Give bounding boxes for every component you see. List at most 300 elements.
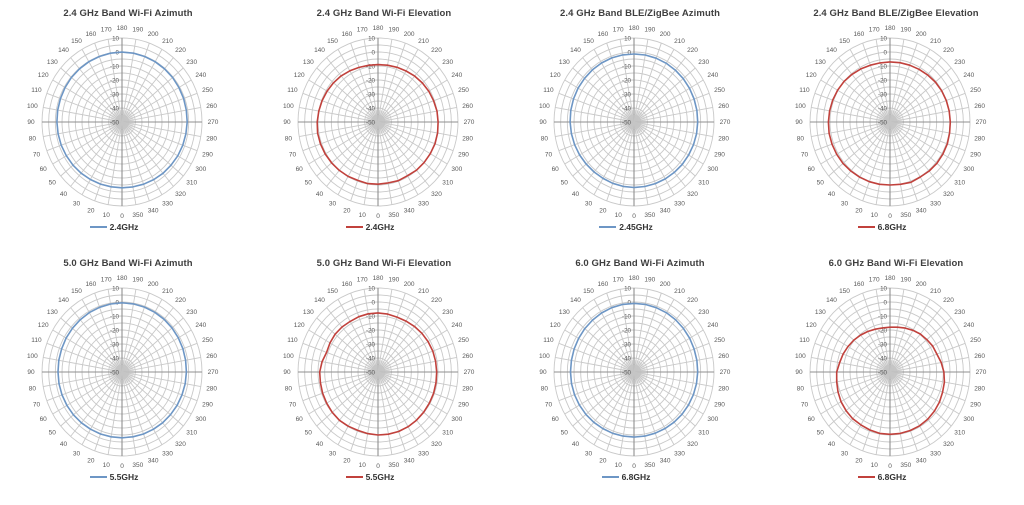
svg-text:200: 200	[659, 30, 671, 38]
svg-text:-40: -40	[110, 105, 119, 113]
chart-cell-50ghz-wifi-elevation	[256, 250, 512, 505]
svg-text:-30: -30	[366, 341, 375, 349]
svg-text:0: 0	[627, 299, 631, 307]
legend-label: 2.4GHz	[365, 222, 395, 232]
svg-text:210: 210	[162, 287, 173, 295]
svg-text:-10: -10	[110, 313, 119, 321]
legend-label: 5.5GHz	[109, 472, 139, 482]
svg-text:100: 100	[794, 102, 806, 110]
polar-plot	[768, 22, 1024, 228]
svg-text:-30: -30	[622, 341, 631, 349]
polar-plot	[512, 272, 768, 478]
svg-text:220: 220	[687, 47, 698, 55]
svg-text:-10: -10	[878, 63, 887, 71]
svg-text:320: 320	[687, 191, 698, 199]
svg-text:340: 340	[659, 457, 671, 465]
svg-text:270: 270	[975, 369, 987, 377]
svg-text:-30: -30	[110, 341, 119, 349]
svg-text:-30: -30	[366, 91, 375, 99]
svg-text:20: 20	[87, 207, 95, 215]
svg-text:130: 130	[814, 58, 826, 66]
svg-text:140: 140	[58, 297, 69, 305]
svg-text:40: 40	[59, 441, 68, 449]
polar-plot	[256, 22, 512, 228]
legend-line-icon	[858, 476, 875, 478]
svg-text:150: 150	[71, 37, 82, 45]
svg-text:10: 10	[368, 285, 375, 293]
svg-text:350: 350	[388, 461, 400, 469]
legend-label: 6.8GHz	[877, 472, 907, 482]
legend-label: 2.45GHz	[619, 222, 653, 232]
svg-text:270: 270	[719, 369, 731, 377]
svg-text:220: 220	[175, 297, 186, 305]
svg-text:110: 110	[287, 87, 298, 95]
polar-plot	[256, 272, 512, 478]
svg-text:340: 340	[147, 207, 159, 215]
svg-text:180: 180	[628, 25, 640, 33]
svg-text:90: 90	[795, 369, 803, 377]
svg-text:280: 280	[462, 135, 474, 143]
svg-text:320: 320	[431, 191, 442, 199]
svg-text:10: 10	[624, 285, 631, 293]
chart-cell-50ghz-wifi-azimuth	[0, 250, 256, 505]
svg-text:70: 70	[800, 151, 809, 159]
svg-text:40: 40	[827, 441, 836, 449]
svg-text:290: 290	[458, 151, 469, 159]
svg-text:170: 170	[100, 26, 112, 34]
svg-text:200: 200	[147, 30, 159, 38]
svg-text:190: 190	[388, 276, 400, 284]
svg-text:140: 140	[58, 47, 69, 55]
legend-line-icon	[599, 226, 616, 228]
svg-text:280: 280	[974, 135, 986, 143]
svg-text:210: 210	[162, 37, 173, 45]
svg-text:-50: -50	[366, 119, 375, 127]
svg-text:280: 280	[206, 135, 218, 143]
svg-text:210: 210	[674, 287, 685, 295]
svg-text:350: 350	[644, 461, 656, 469]
chart-title: 2.4 GHz Band Wi-Fi Azimuth	[63, 8, 193, 19]
svg-text:10: 10	[102, 461, 110, 469]
svg-text:240: 240	[963, 72, 975, 80]
svg-text:0: 0	[883, 299, 887, 307]
svg-text:340: 340	[403, 457, 415, 465]
svg-text:190: 190	[900, 26, 912, 34]
svg-text:20: 20	[855, 207, 863, 215]
legend-label: 6.8GHz	[621, 472, 651, 482]
svg-text:30: 30	[328, 450, 337, 458]
svg-text:0: 0	[888, 463, 892, 471]
svg-text:-50: -50	[366, 369, 375, 377]
svg-text:230: 230	[186, 308, 198, 316]
svg-text:20: 20	[599, 207, 607, 215]
svg-text:80: 80	[28, 385, 36, 393]
svg-text:110: 110	[543, 87, 554, 95]
chart-title: 2.4 GHz Band BLE/ZigBee Azimuth	[559, 8, 721, 19]
svg-text:-20: -20	[110, 327, 119, 335]
svg-text:0: 0	[120, 213, 124, 221]
svg-text:320: 320	[175, 441, 186, 449]
svg-text:210: 210	[418, 37, 429, 45]
svg-text:60: 60	[551, 166, 559, 174]
svg-text:160: 160	[341, 30, 353, 38]
svg-text:160: 160	[85, 280, 97, 288]
svg-text:110: 110	[287, 337, 298, 345]
svg-text:220: 220	[943, 47, 954, 55]
svg-text:140: 140	[314, 47, 325, 55]
svg-text:160: 160	[341, 280, 353, 288]
svg-text:290: 290	[714, 401, 725, 409]
svg-text:240: 240	[963, 322, 975, 330]
svg-text:330: 330	[162, 200, 173, 208]
svg-text:10: 10	[112, 285, 119, 293]
svg-text:130: 130	[558, 58, 570, 66]
svg-text:290: 290	[202, 401, 213, 409]
chart-cell-24ghz-wifi-elevation	[256, 0, 512, 250]
legend	[498, 472, 754, 482]
svg-text:200: 200	[915, 280, 927, 288]
svg-text:10: 10	[358, 461, 366, 469]
svg-text:350: 350	[644, 211, 656, 219]
svg-text:310: 310	[698, 429, 710, 437]
svg-text:-20: -20	[366, 327, 375, 335]
svg-text:80: 80	[796, 135, 804, 143]
svg-text:140: 140	[570, 47, 581, 55]
svg-text:60: 60	[39, 416, 47, 424]
svg-text:190: 190	[388, 26, 400, 34]
legend	[242, 222, 498, 232]
svg-text:90: 90	[539, 369, 547, 377]
svg-text:180: 180	[372, 275, 384, 283]
svg-text:-50: -50	[110, 369, 119, 377]
svg-text:110: 110	[31, 87, 42, 95]
svg-text:160: 160	[597, 30, 609, 38]
svg-text:120: 120	[549, 322, 561, 330]
svg-text:50: 50	[816, 179, 824, 187]
svg-text:-50: -50	[110, 119, 119, 127]
legend-line-icon	[90, 226, 107, 228]
legend	[242, 472, 498, 482]
svg-text:-20: -20	[622, 77, 631, 85]
svg-text:100: 100	[538, 352, 550, 360]
chart-title: 5.0 GHz Band Wi-Fi Azimuth	[63, 258, 193, 269]
svg-text:0: 0	[115, 49, 119, 57]
svg-text:330: 330	[674, 200, 685, 208]
svg-text:-40: -40	[622, 355, 631, 363]
svg-text:230: 230	[698, 308, 710, 316]
svg-text:40: 40	[59, 191, 68, 199]
svg-text:30: 30	[840, 200, 849, 208]
svg-text:120: 120	[293, 322, 305, 330]
svg-text:220: 220	[175, 47, 186, 55]
svg-text:290: 290	[970, 151, 981, 159]
svg-text:30: 30	[584, 450, 593, 458]
svg-text:0: 0	[627, 49, 631, 57]
svg-text:170: 170	[868, 276, 880, 284]
svg-text:30: 30	[840, 450, 849, 458]
svg-text:260: 260	[974, 102, 986, 110]
svg-text:160: 160	[85, 30, 97, 38]
legend-label: 2.4GHz	[109, 222, 139, 232]
svg-text:40: 40	[571, 191, 580, 199]
svg-text:-40: -40	[878, 355, 887, 363]
svg-text:290: 290	[458, 401, 469, 409]
svg-text:70: 70	[32, 151, 41, 159]
svg-text:190: 190	[900, 276, 912, 284]
polar-plot	[512, 22, 768, 228]
svg-text:180: 180	[116, 275, 128, 283]
legend-line-icon	[346, 226, 363, 228]
svg-text:-10: -10	[366, 313, 375, 321]
svg-text:50: 50	[560, 429, 568, 437]
svg-text:0: 0	[120, 463, 124, 471]
svg-text:350: 350	[132, 461, 144, 469]
svg-text:50: 50	[48, 179, 56, 187]
chart-title: 6.0 GHz Band Wi-Fi Azimuth	[575, 258, 705, 269]
chart-title: 2.4 GHz Band BLE/ZigBee Elevation	[813, 8, 979, 19]
svg-text:310: 310	[442, 429, 454, 437]
svg-text:-10: -10	[622, 63, 631, 71]
svg-text:200: 200	[147, 280, 159, 288]
svg-text:230: 230	[442, 308, 454, 316]
legend-label: 6.8GHz	[877, 222, 907, 232]
svg-text:210: 210	[930, 287, 941, 295]
svg-text:70: 70	[288, 401, 297, 409]
legend-label: 5.5GHz	[365, 472, 395, 482]
svg-text:150: 150	[839, 287, 850, 295]
legend-line-icon	[90, 476, 107, 478]
svg-text:90: 90	[283, 119, 291, 127]
svg-text:10: 10	[880, 35, 887, 43]
svg-text:80: 80	[540, 385, 548, 393]
svg-text:300: 300	[451, 166, 463, 174]
svg-text:-30: -30	[878, 91, 887, 99]
svg-text:50: 50	[304, 179, 312, 187]
svg-text:180: 180	[884, 25, 896, 33]
svg-text:210: 210	[418, 287, 429, 295]
svg-text:330: 330	[930, 200, 941, 208]
svg-text:-30: -30	[110, 91, 119, 99]
svg-text:170: 170	[356, 276, 368, 284]
svg-text:300: 300	[195, 416, 207, 424]
svg-text:0: 0	[376, 213, 380, 221]
svg-text:260: 260	[206, 352, 218, 360]
legend	[0, 222, 242, 232]
chart-cell-24ghz-wifi-azimuth	[0, 0, 256, 250]
svg-text:110: 110	[799, 337, 810, 345]
svg-text:130: 130	[302, 308, 314, 316]
svg-text:80: 80	[28, 135, 36, 143]
svg-text:50: 50	[48, 429, 56, 437]
svg-text:150: 150	[839, 37, 850, 45]
svg-text:30: 30	[328, 200, 337, 208]
svg-text:-50: -50	[878, 369, 887, 377]
svg-text:280: 280	[718, 135, 730, 143]
svg-text:220: 220	[687, 297, 698, 305]
svg-text:10: 10	[870, 461, 878, 469]
svg-text:90: 90	[539, 119, 547, 127]
svg-text:80: 80	[796, 385, 804, 393]
svg-text:200: 200	[403, 30, 415, 38]
svg-text:330: 330	[418, 200, 429, 208]
svg-text:250: 250	[714, 87, 725, 95]
svg-text:260: 260	[462, 102, 474, 110]
svg-text:70: 70	[800, 401, 809, 409]
svg-text:220: 220	[431, 297, 442, 305]
svg-text:240: 240	[707, 72, 719, 80]
svg-text:10: 10	[102, 211, 110, 219]
svg-text:100: 100	[538, 102, 550, 110]
svg-text:250: 250	[202, 337, 213, 345]
svg-text:350: 350	[900, 461, 912, 469]
svg-text:330: 330	[418, 450, 429, 458]
svg-text:330: 330	[162, 450, 173, 458]
chart-title: 5.0 GHz Band Wi-Fi Elevation	[316, 258, 452, 269]
svg-text:310: 310	[954, 179, 966, 187]
svg-text:90: 90	[27, 369, 35, 377]
svg-text:-10: -10	[366, 63, 375, 71]
svg-text:80: 80	[284, 385, 292, 393]
svg-text:280: 280	[206, 385, 218, 393]
chart-title: 6.0 GHz Band Wi-Fi Elevation	[828, 258, 964, 269]
svg-text:-40: -40	[110, 355, 119, 363]
svg-text:320: 320	[943, 191, 954, 199]
svg-text:300: 300	[707, 416, 719, 424]
svg-text:300: 300	[195, 166, 207, 174]
svg-text:180: 180	[628, 275, 640, 283]
svg-text:230: 230	[442, 58, 454, 66]
legend	[498, 222, 754, 232]
svg-text:0: 0	[376, 463, 380, 471]
svg-text:120: 120	[37, 72, 49, 80]
svg-text:180: 180	[884, 275, 896, 283]
svg-text:70: 70	[288, 151, 297, 159]
svg-text:-40: -40	[366, 355, 375, 363]
svg-text:200: 200	[915, 30, 927, 38]
svg-text:50: 50	[304, 429, 312, 437]
svg-text:0: 0	[632, 213, 636, 221]
svg-text:170: 170	[612, 276, 624, 284]
svg-text:350: 350	[388, 211, 400, 219]
svg-text:110: 110	[799, 87, 810, 95]
svg-text:170: 170	[356, 26, 368, 34]
svg-text:260: 260	[206, 102, 218, 110]
svg-text:280: 280	[718, 385, 730, 393]
svg-text:240: 240	[707, 322, 719, 330]
svg-text:100: 100	[26, 102, 38, 110]
svg-text:-40: -40	[366, 105, 375, 113]
svg-text:-40: -40	[878, 105, 887, 113]
svg-text:170: 170	[100, 276, 112, 284]
svg-text:10: 10	[880, 285, 887, 293]
svg-text:330: 330	[930, 450, 941, 458]
svg-text:100: 100	[282, 102, 294, 110]
svg-text:150: 150	[71, 287, 82, 295]
svg-text:150: 150	[583, 287, 594, 295]
svg-text:250: 250	[458, 87, 469, 95]
chart-cell-60ghz-wifi-elevation	[768, 250, 1024, 505]
svg-text:220: 220	[943, 297, 954, 305]
svg-text:-30: -30	[622, 91, 631, 99]
svg-text:110: 110	[31, 337, 42, 345]
svg-text:120: 120	[805, 322, 817, 330]
svg-text:50: 50	[560, 179, 568, 187]
svg-text:0: 0	[115, 299, 119, 307]
svg-text:210: 210	[930, 37, 941, 45]
svg-text:240: 240	[451, 72, 463, 80]
svg-text:0: 0	[888, 213, 892, 221]
svg-text:90: 90	[795, 119, 803, 127]
svg-text:10: 10	[358, 211, 366, 219]
svg-text:40: 40	[571, 441, 580, 449]
svg-text:230: 230	[954, 308, 966, 316]
svg-text:200: 200	[403, 280, 415, 288]
svg-text:260: 260	[718, 102, 730, 110]
svg-text:280: 280	[974, 385, 986, 393]
svg-text:140: 140	[826, 47, 837, 55]
svg-text:260: 260	[718, 352, 730, 360]
svg-text:20: 20	[343, 457, 351, 465]
svg-text:270: 270	[719, 119, 731, 127]
svg-text:340: 340	[915, 207, 927, 215]
svg-text:-20: -20	[878, 77, 887, 85]
svg-text:90: 90	[27, 119, 35, 127]
svg-text:60: 60	[807, 166, 815, 174]
svg-text:-20: -20	[366, 77, 375, 85]
chart-cell-60ghz-wifi-azimuth	[512, 250, 768, 505]
svg-text:290: 290	[970, 401, 981, 409]
legend	[754, 222, 1010, 232]
svg-text:130: 130	[814, 308, 826, 316]
svg-text:210: 210	[674, 37, 685, 45]
svg-text:70: 70	[32, 401, 41, 409]
svg-text:190: 190	[644, 276, 656, 284]
svg-text:70: 70	[544, 151, 553, 159]
chart-cell-24ghz-ble-azimuth	[512, 0, 768, 250]
svg-text:300: 300	[963, 416, 975, 424]
svg-text:230: 230	[698, 58, 710, 66]
svg-text:160: 160	[853, 280, 865, 288]
chart-title: 2.4 GHz Band Wi-Fi Elevation	[316, 8, 452, 19]
svg-text:60: 60	[807, 416, 815, 424]
svg-text:300: 300	[707, 166, 719, 174]
svg-text:220: 220	[431, 47, 442, 55]
chart-cell-24ghz-ble-elevation	[768, 0, 1024, 250]
svg-text:200: 200	[659, 280, 671, 288]
svg-text:10: 10	[112, 35, 119, 43]
legend-line-icon	[858, 226, 875, 228]
svg-text:340: 340	[147, 457, 159, 465]
svg-text:130: 130	[302, 58, 314, 66]
svg-text:310: 310	[954, 429, 966, 437]
svg-text:120: 120	[293, 72, 305, 80]
legend-line-icon	[602, 476, 619, 478]
svg-text:300: 300	[963, 166, 975, 174]
svg-text:-30: -30	[878, 341, 887, 349]
svg-text:270: 270	[463, 119, 475, 127]
svg-text:140: 140	[314, 297, 325, 305]
legend	[754, 472, 1010, 482]
svg-text:310: 310	[186, 429, 198, 437]
svg-text:20: 20	[855, 457, 863, 465]
svg-text:60: 60	[551, 416, 559, 424]
svg-text:100: 100	[282, 352, 294, 360]
svg-text:180: 180	[116, 25, 128, 33]
svg-text:340: 340	[659, 207, 671, 215]
svg-text:270: 270	[975, 119, 987, 127]
svg-text:10: 10	[368, 35, 375, 43]
svg-text:20: 20	[87, 457, 95, 465]
